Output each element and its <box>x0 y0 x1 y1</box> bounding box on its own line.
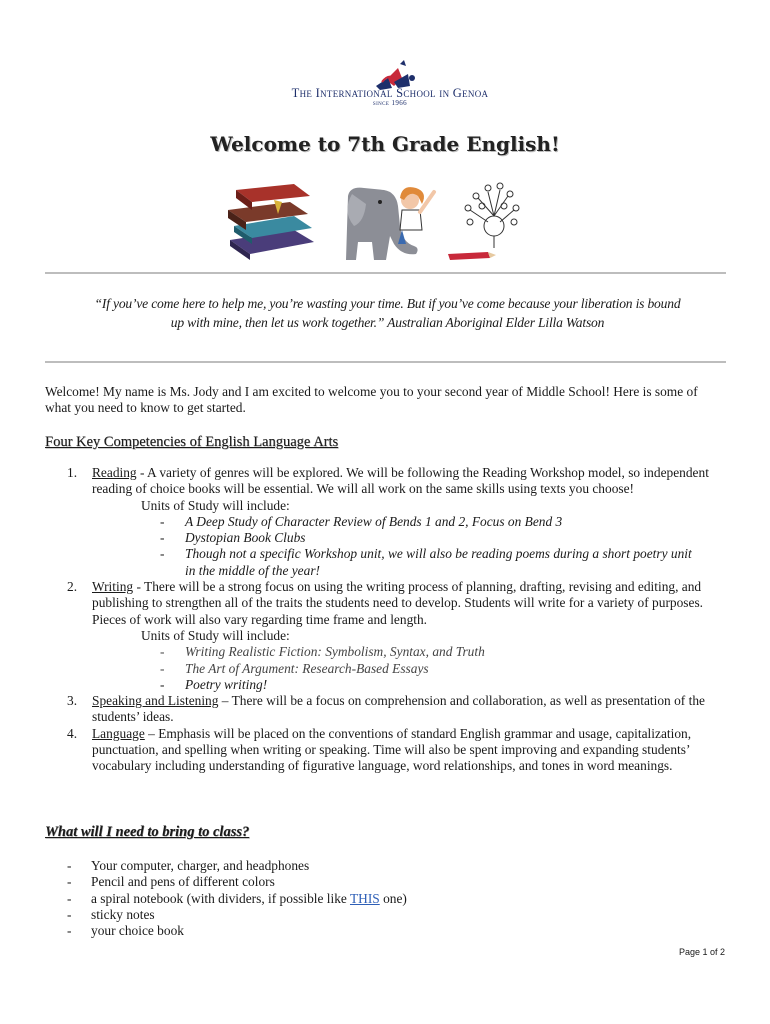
list-item: - Pencil and pens of different colors <box>67 874 275 890</box>
quote-line-2: up with mine, then let us work together.” Australian Aboriginal Elder Lilla Watson <box>170 315 605 330</box>
units-label: Units of Study will include: <box>141 627 290 643</box>
competencies-list <box>45 465 735 775</box>
competency-text: – There will be a focus on comprehension and collaboration, as well as presentation of the students’ ideas. <box>92 693 705 725</box>
divider-bottom <box>45 361 726 363</box>
list-item: - Your computer, charger, and headphones <box>67 858 310 873</box>
notebook-link[interactable]: THIS <box>349 890 380 906</box>
competency-text: - There will be a strong focus on using the writing process of planning, drafting, revising and editing, and publishing to strengthen all of the traits the students need to develop. Students will write for a variety of purposes. Pieces of work will also vary regarding time frame and length. <box>92 579 704 627</box>
elephant-illustration <box>344 182 440 262</box>
item-number: 2. <box>67 579 78 595</box>
list-item: - a spiral notebook (with dividers, if possible like THIS one) <box>67 890 407 906</box>
quote <box>55 294 720 332</box>
competency-name: Writing <box>92 579 134 595</box>
divider-top <box>45 272 726 274</box>
bring-heading: What will I need to bring to class? <box>45 824 250 840</box>
item-number: 4. <box>67 725 78 741</box>
page-number: Page 1 of 2 <box>678 947 725 957</box>
units-label: Units of Study will include: <box>141 497 290 513</box>
page-title: Welcome to 7th Grade English! <box>210 132 560 156</box>
unit-item: - Writing Realistic Fiction: Symbolism, Syntax, and Truth <box>160 644 485 660</box>
list-item: - sticky notes <box>67 906 155 922</box>
unit-item: - Dystopian Book Clubs <box>160 530 306 546</box>
competencies-heading: Four Key Competencies of English Language Arts <box>45 434 339 450</box>
item-number: 1. <box>67 465 78 480</box>
school-name: The International School in Genoa <box>291 86 489 100</box>
list-item <box>45 465 735 498</box>
intro-paragraph: Welcome! My name is Ms. Jody and I am excited to welcome you to your second year of Middle School! Here is some of what you need to know to get started. <box>45 384 698 416</box>
unit-item: - Though not a specific Workshop unit, we will also be reading poems during a short poetry unit in the middle of the year! <box>160 546 692 578</box>
school-since: since 1966 <box>372 99 408 107</box>
competency-name: Language <box>92 725 145 741</box>
item-number: 3. <box>67 693 78 709</box>
competency-text: – Emphasis will be placed on the conventions of standard English grammar and usage, capitalization, punctuation, and spelling when writing or speaking. Time will also be spent improving and expanding students’ vocabulary including understanding of figurative language, word relationships, and tones in word meanings. <box>92 725 692 774</box>
unit-item: - The Art of Argument: Research-Based Essays <box>160 660 429 676</box>
quote-line-1: “If you’ve come here to help me, you’re wasting your time. But if you’ve come because your liberation is bound <box>94 296 681 311</box>
unit-item: - A Deep Study of Character Review of Bends 1 and 2, Focus on Bend 3 <box>160 513 563 529</box>
list-item <box>45 579 735 628</box>
competency-name: Speaking and Listening <box>92 693 219 709</box>
bring-list <box>45 858 645 939</box>
ideas-illustration <box>448 178 530 262</box>
unit-item: - Poetry writing! <box>160 676 268 692</box>
competency-text: - A variety of genres will be explored. We will be following the Reading Workshop model, so independent reading of choice books will be essential. We will all work on the same skills using texts you choose! <box>92 465 709 497</box>
list-item: - your choice book <box>67 923 184 939</box>
list-item <box>45 693 735 726</box>
list-item <box>45 726 735 775</box>
books-illustration <box>224 180 320 260</box>
competency-name: Reading <box>92 465 137 480</box>
